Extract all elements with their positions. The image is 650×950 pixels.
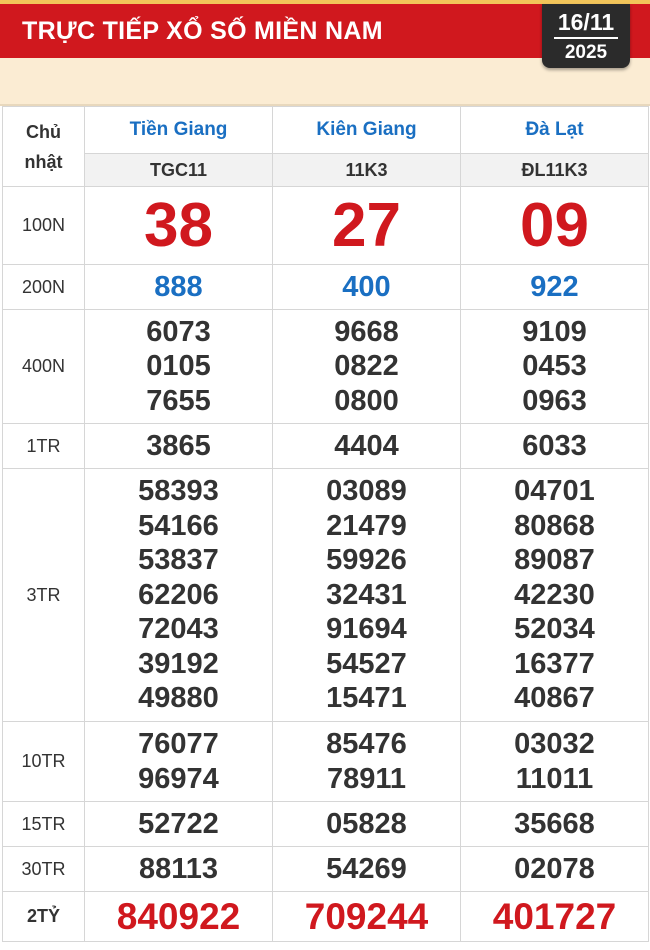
- result-number: 03089: [326, 475, 407, 508]
- prize-label: 200N: [21, 276, 66, 297]
- prize-label: 400N: [21, 356, 66, 376]
- result-number: 922: [530, 270, 579, 303]
- province-code: 11K3: [345, 159, 388, 180]
- prize-row-3tr: [3, 469, 649, 722]
- result-number: 62206: [138, 578, 219, 611]
- result-number: 72043: [138, 613, 219, 646]
- province-code: ĐL11K3: [521, 159, 588, 180]
- result-number: 88113: [138, 852, 219, 885]
- result-number: 15471: [326, 682, 407, 715]
- province-code-cell: [273, 154, 461, 187]
- result-number: 91694: [326, 613, 407, 646]
- result-number: 0822: [334, 350, 399, 383]
- result-number: 85476: [326, 728, 407, 760]
- result-number: 54269: [326, 852, 407, 885]
- result-number: 05828: [326, 807, 407, 840]
- page-title: TRỰC TIẾP XỔ SỐ MIỀN NAM: [22, 16, 383, 45]
- result-cell: [273, 424, 461, 469]
- results-table: [2, 106, 649, 942]
- result-number: 76077: [138, 728, 219, 760]
- result-number: 49880: [138, 682, 219, 715]
- prize-label-cell: [3, 424, 85, 469]
- result-number: 42230: [514, 578, 595, 611]
- result-cell: [461, 469, 649, 722]
- result-cell: [85, 892, 273, 942]
- prize-row-2ty: [3, 892, 649, 942]
- prize-label: 3TR: [26, 584, 61, 605]
- result-number: 6033: [522, 429, 587, 462]
- result-number: 0105: [146, 350, 211, 383]
- result-cell: [461, 802, 649, 847]
- result-cell: [85, 847, 273, 892]
- result-number: 9668: [334, 315, 399, 348]
- result-number: 7655: [146, 384, 211, 417]
- result-number: 16377: [514, 647, 595, 680]
- prize-label: 2TỶ: [26, 906, 60, 926]
- result-number: 54527: [326, 647, 407, 680]
- result-cell: [273, 722, 461, 802]
- result-number: 11011: [515, 762, 594, 795]
- result-number: 4404: [334, 429, 399, 462]
- prize-row-400n: [3, 310, 649, 424]
- result-number: 58393: [138, 475, 219, 508]
- result-cell: [85, 722, 273, 802]
- result-number: 54166: [138, 509, 219, 542]
- prize-row-1tr: [3, 424, 649, 469]
- province-code: TGC11: [149, 159, 208, 180]
- result-number: 400: [342, 270, 391, 303]
- result-number: 35668: [514, 807, 595, 840]
- result-cell: [461, 847, 649, 892]
- result-number: 40867: [514, 682, 595, 715]
- province-name-cell[interactable]: [85, 107, 273, 154]
- prize-row-30tr: [3, 847, 649, 892]
- result-cell: [273, 802, 461, 847]
- result-number: 32431: [326, 578, 407, 611]
- date-badge: [542, 4, 630, 68]
- result-cell: [461, 424, 649, 469]
- prize-label-cell: [3, 310, 85, 424]
- province-name-cell[interactable]: [273, 107, 461, 154]
- prize-row-100n: [3, 187, 649, 265]
- prize-label: 30TR: [21, 858, 66, 879]
- province-code-cell: [461, 154, 649, 187]
- result-number: 03032: [514, 728, 595, 760]
- prize-label-cell: [3, 847, 85, 892]
- result-cell: [85, 187, 273, 265]
- day-label-cell: [3, 107, 85, 187]
- result-number: 80868: [514, 509, 595, 542]
- result-cell: [461, 265, 649, 310]
- result-cell: [273, 265, 461, 310]
- result-number: 52034: [514, 613, 595, 646]
- prize-row-10tr: [3, 722, 649, 802]
- result-cell: [85, 424, 273, 469]
- prize-label-cell: [3, 802, 85, 847]
- result-number: 401727: [492, 895, 617, 937]
- result-number: 53837: [138, 544, 219, 577]
- result-cell: [273, 187, 461, 265]
- result-number: 888: [154, 270, 203, 303]
- result-cell: [461, 187, 649, 265]
- province-name-cell[interactable]: [461, 107, 649, 154]
- result-number: 09: [520, 191, 589, 260]
- province-name[interactable]: Kiên Giang: [316, 119, 417, 140]
- result-number: 78911: [326, 762, 407, 795]
- province-name[interactable]: Tiền Giang: [129, 119, 228, 140]
- result-cell: [85, 310, 273, 424]
- result-number: 04701: [514, 475, 595, 508]
- result-number: 96974: [138, 762, 219, 795]
- prize-row-200n: [3, 265, 649, 310]
- date-day: 16/11: [557, 8, 615, 35]
- result-cell: [273, 892, 461, 942]
- prize-label-cell: [3, 265, 85, 310]
- result-number: 52722: [138, 807, 219, 840]
- prize-label: 1TR: [26, 435, 61, 456]
- result-number: 3865: [146, 429, 211, 462]
- result-number: 39192: [138, 647, 219, 680]
- result-cell: [273, 469, 461, 722]
- result-cell: [85, 802, 273, 847]
- result-number: 0453: [522, 350, 587, 383]
- result-number: 0800: [334, 384, 399, 417]
- result-cell: [461, 722, 649, 802]
- prize-row-15tr: [3, 802, 649, 847]
- result-cell: [85, 469, 273, 722]
- page-header: [0, 4, 650, 63]
- prize-label-cell: [3, 892, 85, 942]
- result-number: 0963: [522, 384, 587, 417]
- prize-label-cell: [3, 469, 85, 722]
- prize-label: 10TR: [21, 751, 66, 771]
- prize-label-cell: [3, 187, 85, 265]
- province-code-cell: [85, 154, 273, 187]
- result-cell: [461, 310, 649, 424]
- day-label: Chủ nhật: [24, 121, 63, 172]
- result-number: 6073: [146, 315, 211, 348]
- province-name-row: [3, 107, 649, 154]
- prize-label-cell: [3, 722, 85, 802]
- result-cell: [273, 310, 461, 424]
- result-number: 89087: [514, 544, 595, 577]
- province-name[interactable]: Đà Lạt: [525, 119, 584, 140]
- date-year: 2025: [564, 41, 608, 63]
- result-number: 27: [332, 191, 401, 260]
- date-divider: [554, 37, 618, 39]
- result-cell: [273, 847, 461, 892]
- result-number: 59926: [326, 544, 407, 577]
- result-cell: [85, 265, 273, 310]
- result-number: 21479: [326, 509, 407, 542]
- result-number: 9109: [522, 315, 587, 348]
- result-cell: [461, 892, 649, 942]
- province-code-row: [3, 154, 649, 187]
- result-number: 38: [144, 191, 213, 260]
- prize-label: 100N: [21, 215, 66, 235]
- result-number: 709244: [304, 895, 429, 937]
- result-number: 02078: [514, 852, 595, 885]
- result-number: 840922: [116, 895, 241, 937]
- prize-label: 15TR: [21, 813, 66, 834]
